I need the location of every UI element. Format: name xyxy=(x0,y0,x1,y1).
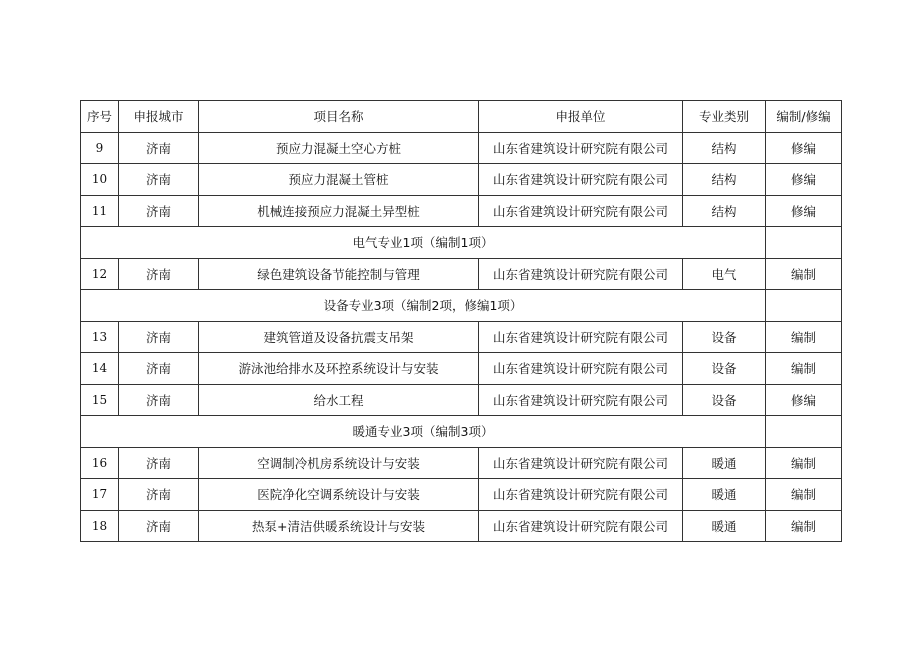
row-unit: 山东省建筑设计研究院有限公司 xyxy=(479,384,683,416)
row-unit: 山东省建筑设计研究院有限公司 xyxy=(479,479,683,511)
table-body xyxy=(81,101,842,542)
row-city: 济南 xyxy=(119,132,199,164)
row-mode: 编制 xyxy=(766,353,842,385)
row-project: 空调制冷机房系统设计与安装 xyxy=(199,447,479,479)
header-unit: 申报单位 xyxy=(479,101,683,133)
row-city: 济南 xyxy=(119,164,199,196)
row-category: 电气 xyxy=(683,258,766,290)
table-row xyxy=(81,447,842,479)
section-row-electrical xyxy=(81,227,842,259)
row-mode: 修编 xyxy=(766,195,842,227)
table-row xyxy=(81,384,842,416)
row-seq: 10 xyxy=(81,164,119,196)
row-city: 济南 xyxy=(119,258,199,290)
row-seq: 15 xyxy=(81,384,119,416)
row-seq: 17 xyxy=(81,479,119,511)
row-mode: 修编 xyxy=(766,132,842,164)
table-row xyxy=(81,479,842,511)
row-seq: 16 xyxy=(81,447,119,479)
section-title-equipment: 设备专业3项（编制2项，修编1项） xyxy=(81,290,766,322)
row-mode: 编制 xyxy=(766,258,842,290)
row-seq: 9 xyxy=(81,132,119,164)
row-mode: 修编 xyxy=(766,164,842,196)
table-row xyxy=(81,258,842,290)
table-row xyxy=(81,353,842,385)
project-table xyxy=(80,100,842,542)
table-row xyxy=(81,164,842,196)
section-title-electrical: 电气专业1项（编制1项） xyxy=(81,227,766,259)
row-project: 绿色建筑设备节能控制与管理 xyxy=(199,258,479,290)
row-category: 结构 xyxy=(683,195,766,227)
row-project: 热泵+清洁供暖系统设计与安装 xyxy=(199,510,479,542)
row-project: 机械连接预应力混凝土异型桩 xyxy=(199,195,479,227)
row-project: 建筑管道及设备抗震支吊架 xyxy=(199,321,479,353)
row-category: 结构 xyxy=(683,164,766,196)
row-unit: 山东省建筑设计研究院有限公司 xyxy=(479,321,683,353)
row-unit: 山东省建筑设计研究院有限公司 xyxy=(479,132,683,164)
table-row xyxy=(81,132,842,164)
row-seq: 18 xyxy=(81,510,119,542)
row-category: 暖通 xyxy=(683,447,766,479)
section-title-hvac: 暖通专业3项（编制3项） xyxy=(81,416,766,448)
section-empty-cell xyxy=(766,227,842,259)
row-city: 济南 xyxy=(119,479,199,511)
row-project: 给水工程 xyxy=(199,384,479,416)
row-seq: 14 xyxy=(81,353,119,385)
header-row xyxy=(81,101,842,133)
row-seq: 13 xyxy=(81,321,119,353)
header-seq: 序号 xyxy=(81,101,119,133)
row-project: 预应力混凝土管桩 xyxy=(199,164,479,196)
header-category: 专业类别 xyxy=(683,101,766,133)
row-city: 济南 xyxy=(119,353,199,385)
row-mode: 修编 xyxy=(766,384,842,416)
table-row xyxy=(81,195,842,227)
section-row-hvac xyxy=(81,416,842,448)
row-mode: 编制 xyxy=(766,321,842,353)
row-city: 济南 xyxy=(119,447,199,479)
header-mode: 编制/修编 xyxy=(766,101,842,133)
row-project: 预应力混凝土空心方桩 xyxy=(199,132,479,164)
row-unit: 山东省建筑设计研究院有限公司 xyxy=(479,447,683,479)
row-city: 济南 xyxy=(119,321,199,353)
section-empty-cell xyxy=(766,416,842,448)
row-seq: 12 xyxy=(81,258,119,290)
row-seq: 11 xyxy=(81,195,119,227)
row-mode: 编制 xyxy=(766,510,842,542)
row-unit: 山东省建筑设计研究院有限公司 xyxy=(479,195,683,227)
row-project: 游泳池给排水及环控系统设计与安装 xyxy=(199,353,479,385)
row-category: 暖通 xyxy=(683,510,766,542)
table-row xyxy=(81,510,842,542)
row-unit: 山东省建筑设计研究院有限公司 xyxy=(479,353,683,385)
row-unit: 山东省建筑设计研究院有限公司 xyxy=(479,164,683,196)
row-category: 设备 xyxy=(683,384,766,416)
row-city: 济南 xyxy=(119,195,199,227)
section-row-equipment xyxy=(81,290,842,322)
row-unit: 山东省建筑设计研究院有限公司 xyxy=(479,258,683,290)
row-project: 医院净化空调系统设计与安装 xyxy=(199,479,479,511)
row-category: 暖通 xyxy=(683,479,766,511)
header-project: 项目名称 xyxy=(199,101,479,133)
row-mode: 编制 xyxy=(766,447,842,479)
row-city: 济南 xyxy=(119,384,199,416)
header-city: 申报城市 xyxy=(119,101,199,133)
table-row xyxy=(81,321,842,353)
row-unit: 山东省建筑设计研究院有限公司 xyxy=(479,510,683,542)
row-mode: 编制 xyxy=(766,479,842,511)
row-category: 设备 xyxy=(683,321,766,353)
row-category: 设备 xyxy=(683,353,766,385)
row-category: 结构 xyxy=(683,132,766,164)
row-city: 济南 xyxy=(119,510,199,542)
section-empty-cell xyxy=(766,290,842,322)
